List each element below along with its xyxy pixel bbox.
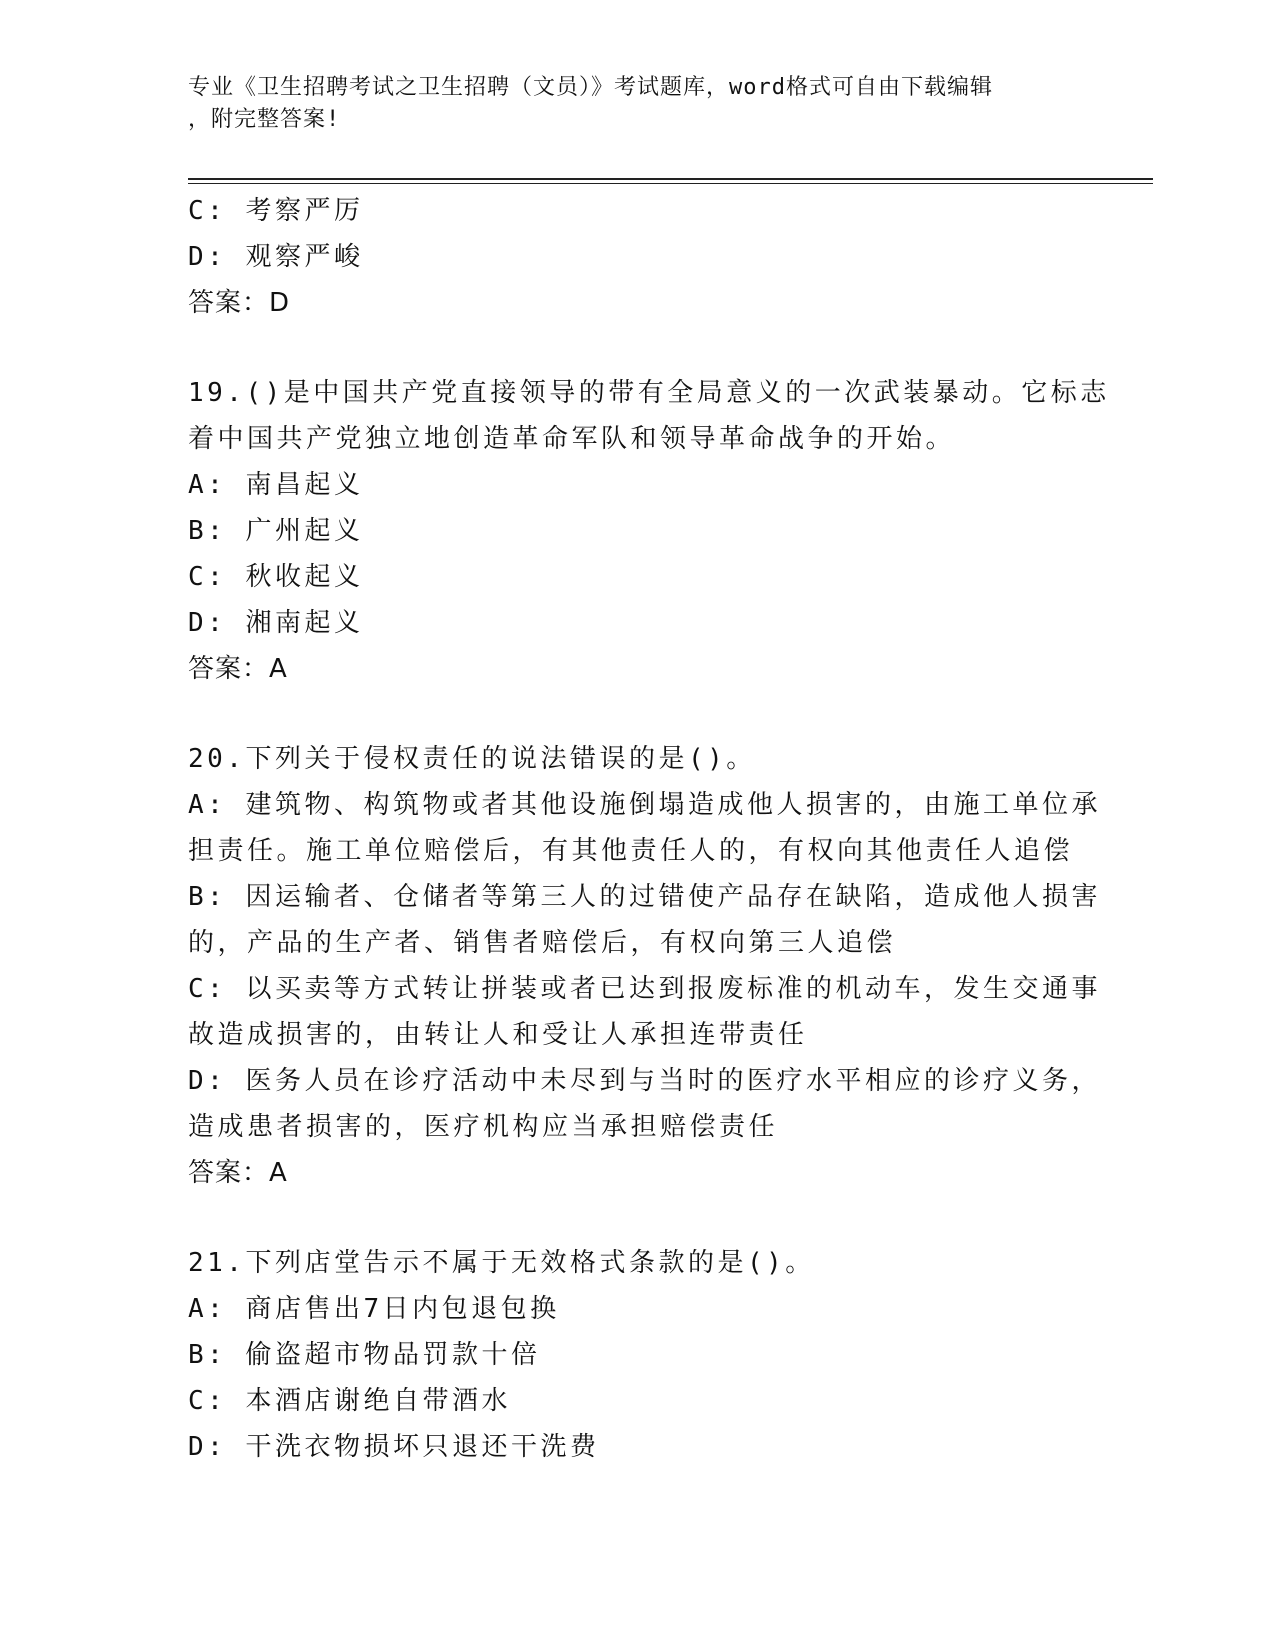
q20-answer: 答案：A — [188, 1158, 288, 1188]
q21-option-a: A: 商店售出7日内包退包换 — [188, 1294, 560, 1324]
q19-stem-line-1: 19.()是中国共产党直接领导的带有全局意义的一次武装暴动。它标志 — [188, 378, 1110, 408]
question-list — [188, 188, 1110, 1470]
spacer — [188, 692, 1088, 736]
header-divider-thick — [188, 178, 1153, 180]
q18-option-c: C: 考察严厉 — [188, 196, 364, 226]
q20-option-b-line-2: 的，产品的生产者、销售者赔偿后，有权向第三人追偿 — [188, 928, 897, 958]
header-line-1: 专业《卫生招聘考试之卫生招聘（文员）》考试题库，word格式可自由下载编辑 — [188, 75, 993, 100]
spacer — [188, 1196, 1088, 1240]
question-19 — [188, 370, 1110, 692]
q20-option-c-line-1: C: 以买卖等方式转让拼装或者已达到报废标准的机动车，发生交通事 — [188, 974, 1101, 1004]
q21-option-b: B: 偷盗超市物品罚款十倍 — [188, 1340, 541, 1370]
q21-option-d: D: 干洗衣物损坏只退还干洗费 — [188, 1432, 600, 1462]
q19-option-d: D: 湘南起义 — [188, 608, 364, 638]
q20-stem: 20.下列关于侵权责任的说法错误的是()。 — [188, 744, 756, 774]
q20-option-a-line-1: A: 建筑物、构筑物或者其他设施倒塌造成他人损害的，由施工单位承 — [188, 790, 1101, 820]
q19-option-b: B: 广州起义 — [188, 516, 364, 546]
q19-stem-line-2: 着中国共产党独立地创造革命军队和领导革命战争的开始。 — [188, 424, 956, 454]
q19-answer: 答案：A — [188, 654, 288, 684]
q18-option-d: D: 观察严峻 — [188, 242, 364, 272]
header-divider-thin — [188, 183, 1153, 184]
spacer — [188, 326, 1088, 370]
q20-option-a-line-2: 担责任。施工单位赔偿后，有其他责任人的，有权向其他责任人追偿 — [188, 836, 1074, 866]
q18-answer: 答案：D — [188, 288, 291, 318]
q21-option-c: C: 本酒店谢绝自带酒水 — [188, 1386, 511, 1416]
q20-option-d-line-1: D: 医务人员在诊疗活动中未尽到与当时的医疗水平相应的诊疗义务， — [188, 1066, 1101, 1096]
header-line-2: ，附完整答案! — [188, 107, 341, 132]
q19-option-a: A: 南昌起义 — [188, 470, 364, 500]
document-header — [188, 72, 1068, 136]
question-21 — [188, 1240, 1088, 1470]
question-20 — [188, 736, 1101, 1196]
question-18-tail — [188, 188, 1088, 326]
q20-option-d-line-2: 造成患者损害的，医疗机构应当承担赔偿责任 — [188, 1112, 779, 1142]
q21-stem: 21.下列店堂告示不属于无效格式条款的是()。 — [188, 1248, 815, 1278]
q19-option-c: C: 秋收起义 — [188, 562, 364, 592]
q20-option-b-line-1: B: 因运输者、仓储者等第三人的过错使产品存在缺陷，造成他人损害 — [188, 882, 1101, 912]
q20-option-c-line-2: 故造成损害的，由转让人和受让人承担连带责任 — [188, 1020, 808, 1050]
